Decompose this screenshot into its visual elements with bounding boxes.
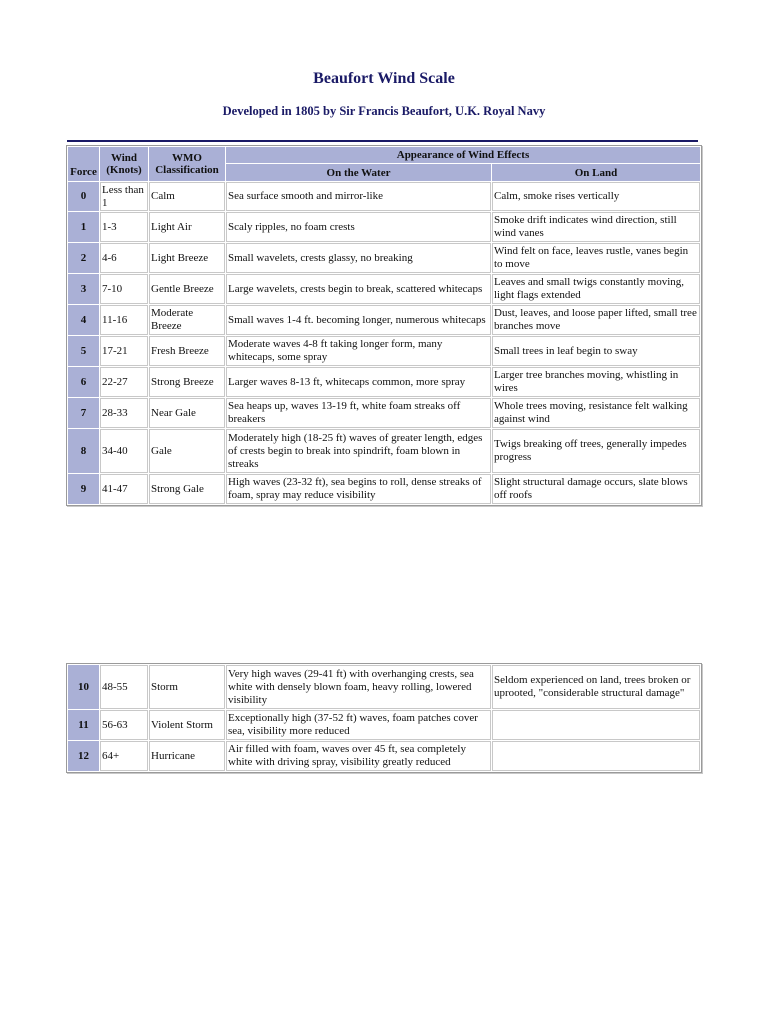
water-effect-cell: Moderately high (18-25 ft) waves of greater length, edges of crests begin to break into spindrift, foam blown in streaks [226, 429, 491, 473]
wmo-class-cell: Strong Breeze [149, 367, 225, 397]
force-cell: 7 [68, 398, 99, 428]
table-row [68, 429, 700, 473]
land-effect-cell: Twigs breaking off trees, generally impedes progress [492, 429, 700, 473]
wind-cell: 41-47 [100, 474, 148, 504]
table-row [68, 741, 700, 771]
divider-rule [67, 140, 698, 142]
header-force: Force [68, 147, 99, 181]
water-effect-cell: Exceptionally high (37-52 ft) waves, foam patches cover sea, visibility more reduced [226, 710, 491, 740]
wmo-class-cell: Gale [149, 429, 225, 473]
header-wind-line2: (Knots) [106, 164, 142, 176]
table-row [68, 710, 700, 740]
force-cell: 8 [68, 429, 99, 473]
table-row [68, 665, 700, 709]
wmo-class-cell: Violent Storm [149, 710, 225, 740]
wind-cell: 34-40 [100, 429, 148, 473]
wmo-class-cell: Strong Gale [149, 474, 225, 504]
header-wmo-line2: Classification [155, 164, 219, 176]
wmo-class-cell: Hurricane [149, 741, 225, 771]
land-effect-cell: Smoke drift indicates wind direction, still wind vanes [492, 212, 700, 242]
header-wind-line1: Wind [110, 152, 138, 164]
wind-cell: 48-55 [100, 665, 148, 709]
wind-cell: 4-6 [100, 243, 148, 273]
force-cell: 1 [68, 212, 99, 242]
table-row [68, 305, 700, 335]
table-row [68, 274, 700, 304]
table-row [68, 212, 700, 242]
land-effect-cell: Slight structural damage occurs, slate blows off roofs [492, 474, 700, 504]
water-effect-cell: Small wavelets, crests glassy, no breaking [226, 243, 491, 273]
wmo-class-cell: Fresh Breeze [149, 336, 225, 366]
force-cell: 10 [68, 665, 99, 709]
table-row [68, 367, 700, 397]
wind-cell: Less than 1 [100, 182, 148, 211]
force-cell: 6 [68, 367, 99, 397]
beaufort-table-part-2 [66, 663, 702, 773]
wind-cell: 64+ [100, 741, 148, 771]
wmo-class-cell: Storm [149, 665, 225, 709]
table-row [68, 398, 700, 428]
force-cell: 4 [68, 305, 99, 335]
force-cell: 9 [68, 474, 99, 504]
water-effect-cell: Air filled with foam, waves over 45 ft, sea completely white with driving spray, visibility greatly reduced [226, 741, 491, 771]
wind-cell: 17-21 [100, 336, 148, 366]
land-effect-cell [492, 710, 700, 740]
land-effect-cell: Calm, smoke rises vertically [492, 182, 700, 211]
water-effect-cell: Very high waves (29-41 ft) with overhanging crests, sea white with densely blown foam, heavy rolling, lowered visibility [226, 665, 491, 709]
land-effect-cell: Larger tree branches moving, whistling in wires [492, 367, 700, 397]
header-on-water: On the Water [226, 164, 491, 181]
table-row [68, 182, 700, 211]
water-effect-cell: Small waves 1-4 ft. becoming longer, numerous whitecaps [226, 305, 491, 335]
land-effect-cell: Small trees in leaf begin to sway [492, 336, 700, 366]
force-cell: 0 [68, 182, 99, 211]
water-effect-cell: Large wavelets, crests begin to break, scattered whitecaps [226, 274, 491, 304]
land-effect-cell [492, 741, 700, 771]
water-effect-cell: Scaly ripples, no foam crests [226, 212, 491, 242]
land-effect-cell: Seldom experienced on land, trees broken or uprooted, "considerable structural damage" [492, 665, 700, 709]
land-effect-cell: Wind felt on face, leaves rustle, vanes begin to move [492, 243, 700, 273]
wind-cell: 56-63 [100, 710, 148, 740]
table-row [68, 243, 700, 273]
water-effect-cell: Sea heaps up, waves 13-19 ft, white foam streaks off breakers [226, 398, 491, 428]
header-wmo [149, 147, 225, 181]
wind-cell: 11-16 [100, 305, 148, 335]
wind-cell: 28-33 [100, 398, 148, 428]
page-subtitle: Developed in 1805 by Sir Francis Beaufort, U.K. Royal Navy [222, 104, 546, 118]
beaufort-table-part-1 [66, 145, 702, 506]
header-wmo-line1: WMO [172, 152, 202, 164]
land-effect-cell: Whole trees moving, resistance felt walking against wind [492, 398, 700, 428]
water-effect-cell: Larger waves 8-13 ft, whitecaps common, more spray [226, 367, 491, 397]
header-on-land: On Land [492, 164, 700, 181]
force-cell: 12 [68, 741, 99, 771]
table-row [68, 474, 700, 504]
wmo-class-cell: Light Breeze [149, 243, 225, 273]
force-cell: 3 [68, 274, 99, 304]
wmo-class-cell: Near Gale [149, 398, 225, 428]
header-wind [100, 147, 148, 181]
force-cell: 2 [68, 243, 99, 273]
water-effect-cell: High waves (23-32 ft), sea begins to roll, dense streaks of foam, spray may reduce visibility [226, 474, 491, 504]
water-effect-cell: Moderate waves 4-8 ft taking longer form, many whitecaps, some spray [226, 336, 491, 366]
wmo-class-cell: Calm [149, 182, 225, 211]
header-appearance: Appearance of Wind Effects [226, 147, 700, 163]
table-row [68, 336, 700, 366]
wind-cell: 22-27 [100, 367, 148, 397]
wmo-class-cell: Gentle Breeze [149, 274, 225, 304]
force-cell: 5 [68, 336, 99, 366]
force-cell: 11 [68, 710, 99, 740]
wmo-class-cell: Moderate Breeze [149, 305, 225, 335]
page-title: Beaufort Wind Scale [313, 70, 455, 87]
land-effect-cell: Dust, leaves, and loose paper lifted, small tree branches move [492, 305, 700, 335]
wind-cell: 1-3 [100, 212, 148, 242]
wind-cell: 7-10 [100, 274, 148, 304]
wmo-class-cell: Light Air [149, 212, 225, 242]
land-effect-cell: Leaves and small twigs constantly moving, light flags extended [492, 274, 700, 304]
water-effect-cell: Sea surface smooth and mirror-like [226, 182, 491, 211]
